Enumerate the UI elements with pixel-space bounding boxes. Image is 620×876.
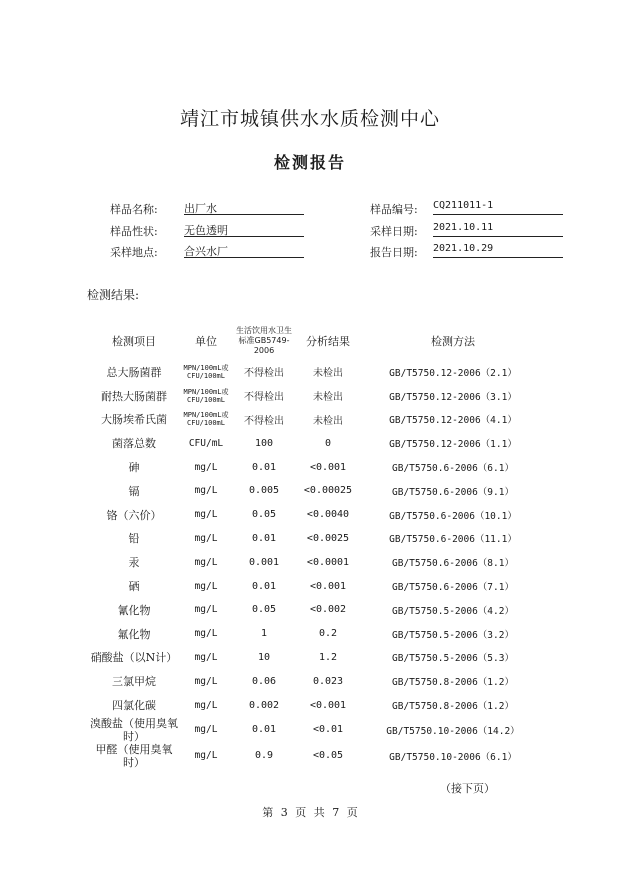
cell-method: GB/T5750.6-2006（9.1） [392, 486, 514, 498]
cell-standard: 不得检出 [244, 392, 284, 404]
sample-character-value: 无色透明 [184, 222, 304, 237]
page-mid: 页 共 [295, 806, 325, 819]
cell-method: GB/T5750.5-2006（4.2） [392, 605, 514, 617]
table-row [89, 743, 545, 769]
table-row [89, 550, 545, 574]
cell-unit: mg/L [194, 750, 218, 762]
cell-method: GB/T5750.6-2006（11.1） [389, 534, 517, 546]
table-row [89, 669, 545, 693]
cell-result: <0.001 [309, 461, 347, 473]
header-result: 分析结果 [306, 335, 350, 348]
report-date-value: 2021.10.29 [433, 243, 563, 258]
cell-standard: 10 [257, 651, 271, 663]
cell-method: GB/T5750.8-2006（1.2） [392, 701, 514, 713]
cell-result: <0.00025 [303, 485, 353, 497]
cell-unit: mg/L [194, 461, 218, 473]
cell-standard: 1 [260, 628, 268, 640]
cell-item: 三氯甲烷 [112, 675, 156, 689]
cell-standard: 0.06 [251, 675, 277, 687]
cell-unit: mg/L [194, 675, 218, 687]
cell-standard: 0.9 [254, 750, 274, 762]
cell-method: GB/T5750.6-2006（7.1） [392, 582, 514, 594]
cell-method: GB/T5750.5-2006（5.3） [392, 653, 514, 665]
cell-result: <0.002 [309, 604, 347, 616]
header-unit: 单位 [195, 335, 217, 348]
cell-item: 氟化物 [117, 627, 151, 641]
cell-unit: mg/L [194, 509, 218, 521]
cell-unit: mg/L [194, 604, 218, 616]
cell-result: 未检出 [313, 368, 343, 380]
table-row [89, 455, 545, 479]
table-row [89, 717, 545, 743]
cell-result: <0.0025 [306, 532, 350, 544]
organization-title: 靖江市城镇供水水质检测中心 [179, 108, 440, 130]
page-suffix: 页 [346, 806, 358, 819]
cell-result: <0.001 [309, 580, 347, 592]
cell-unit: mg/L [194, 556, 218, 568]
sampling-date-value: 2021.10.11 [433, 222, 563, 237]
cell-unit: mg/L [194, 485, 218, 497]
cell-result: <0.0040 [306, 509, 350, 521]
cell-standard: 0.01 [251, 580, 277, 592]
cell-item: 硝酸盐（以N计） [90, 650, 178, 664]
table-row [89, 527, 545, 551]
cell-method: GB/T5750.12-2006（1.1） [389, 439, 517, 451]
results-table [89, 322, 545, 769]
cell-item: 总大肠菌群 [106, 365, 162, 379]
table-row [89, 479, 545, 503]
cell-result: 0 [324, 437, 332, 449]
cell-standard: 0.01 [251, 724, 277, 736]
cell-item: 铬（六价） [106, 508, 162, 522]
cell-standard: 0.01 [251, 461, 277, 473]
cell-method: GB/T5750.12-2006（4.1） [389, 415, 517, 427]
cell-unit: CFU/mL [188, 437, 224, 449]
cell-standard: 0.002 [248, 699, 280, 711]
results-label: 检测结果: [87, 288, 140, 302]
sample-character-label: 样品性状: [110, 225, 158, 238]
cell-unit: mg/L [194, 580, 218, 592]
cell-item: 氰化物 [117, 603, 151, 617]
cell-standard: 不得检出 [244, 368, 284, 380]
report-title: 检测报告 [273, 153, 346, 172]
table-row [89, 431, 545, 455]
cell-item: 甲醛（使用臭氧时） [95, 742, 173, 769]
cell-standard: 0.05 [251, 604, 277, 616]
cell-result: 1.2 [318, 651, 338, 663]
cell-method: GB/T5750.6-2006（8.1） [392, 558, 514, 570]
cell-method: GB/T5750.12-2006（2.1） [389, 367, 517, 379]
cell-result: <0.01 [312, 724, 344, 736]
page-footer [0, 804, 620, 820]
cell-unit: MPN/100mL或CFU/100mL [183, 363, 229, 380]
cell-unit: MPN/100mL或CFU/100mL [183, 387, 229, 404]
cell-unit: mg/L [194, 651, 218, 663]
cell-item: 镉 [128, 484, 140, 498]
report-date-label: 报告日期: [370, 246, 418, 259]
cell-item: 铅 [128, 532, 140, 546]
cell-method: GB/T5750.6-2006（6.1） [392, 463, 514, 475]
sample-name-label: 样品名称: [110, 203, 158, 216]
cell-unit: mg/L [194, 699, 218, 711]
cell-result: 未检出 [313, 415, 343, 427]
cell-result: <0.001 [309, 699, 347, 711]
cell-unit: mg/L [194, 532, 218, 544]
cell-method: GB/T5750.12-2006（3.1） [389, 391, 517, 403]
cell-method: GB/T5750.8-2006（1.2） [392, 677, 514, 689]
cell-item: 耐热大肠菌群 [101, 389, 167, 403]
table-row [89, 408, 545, 432]
cell-result: 未检出 [313, 392, 343, 404]
cell-standard: 0.005 [248, 485, 280, 497]
cell-result: 0.2 [318, 628, 338, 640]
header-method: 检测方法 [431, 335, 475, 348]
cell-unit: mg/L [194, 724, 218, 736]
cell-standard: 0.01 [251, 532, 277, 544]
sampling-location-value: 合兴水厂 [184, 243, 304, 258]
cell-item: 汞 [128, 556, 140, 570]
sample-name-value: 出厂水 [184, 200, 304, 215]
table-row [89, 646, 545, 670]
table-header-row [89, 322, 545, 360]
cell-method: GB/T5750.6-2006（10.1） [389, 510, 517, 522]
cell-unit: mg/L [194, 628, 218, 640]
cell-standard: 不得检出 [244, 415, 284, 427]
table-row [89, 574, 545, 598]
sample-id-label: 样品编号: [370, 203, 418, 216]
sampling-date-label: 采样日期: [370, 225, 418, 238]
header-item: 检测项目 [112, 335, 156, 348]
cell-result: <0.05 [312, 750, 344, 762]
cell-standard: 0.05 [251, 509, 277, 521]
cell-result: 0.023 [312, 675, 344, 687]
cell-standard: 0.001 [248, 556, 280, 568]
table-row [89, 360, 545, 384]
cell-item: 溴酸盐（使用臭氧时） [90, 716, 178, 743]
page-number: 3 [280, 806, 288, 819]
cell-method: GB/T5750.5-2006（3.2） [392, 629, 514, 641]
cell-result: <0.0001 [306, 556, 350, 568]
cell-standard: 100 [254, 437, 274, 449]
table-row [89, 384, 545, 408]
cell-item: 四氯化碳 [112, 699, 156, 713]
continued-note: （接下页） [440, 782, 495, 795]
cell-item: 硒 [128, 580, 140, 594]
cell-item: 砷 [128, 461, 140, 475]
cell-item: 菌落总数 [112, 437, 156, 451]
table-row [89, 693, 545, 717]
cell-method: GB/T5750.10-2006（6.1） [389, 751, 517, 763]
cell-unit: MPN/100mL或CFU/100mL [183, 411, 229, 428]
sampling-location-label: 采样地点: [110, 246, 158, 259]
table-row [89, 503, 545, 527]
page-total: 7 [332, 806, 340, 819]
header-standard: 生活饮用水卫生标准GB5749-2006 [236, 326, 292, 355]
page-prefix: 第 [262, 806, 274, 819]
cell-method: GB/T5750.10-2006（14.2） [386, 725, 520, 737]
cell-item: 大肠埃希氏菌 [101, 413, 167, 427]
sample-id-value: CQ211011-1 [433, 200, 563, 215]
table-row [89, 598, 545, 622]
table-row [89, 622, 545, 646]
